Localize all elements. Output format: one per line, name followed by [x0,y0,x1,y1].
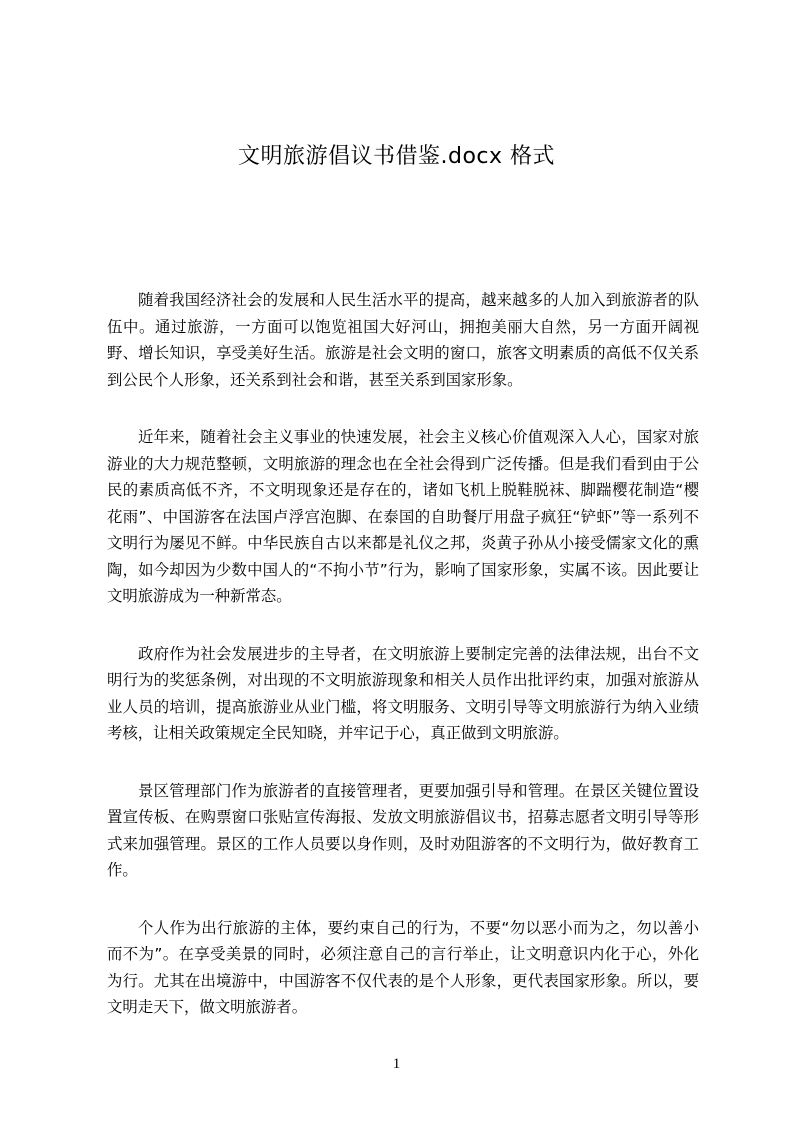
page-number: 1 [392,1056,401,1072]
document-title: 文明旅游倡议书借鉴.docx 格式 [237,144,556,169]
paragraph-government: 政府作为社会发展进步的主导者，在文明旅游上要制定完善的法律法规，出台不文明行为的奖惩条例，对出现的不文明旅游现象和相关人员作出批评约束，加强对旅游从业人员的培训，提高旅游业从业门槛，将文明服务、文明引导等文明旅游行为纳入业绩考核，让相关政策规定全民知晓，并牢记于心，真正做到文明旅游。 [107,644,699,742]
document-body [107,287,699,1021]
paragraph-intro: 随着我国经济社会的发展和人民生活水平的提高，越来越多的人加入到旅游者的队伍中。通过旅游，一方面可以饱览祖国大好河山，拥抱美丽大自然，另一方面开阔视野、增长知识，享受美好生活。旅游是社会文明的窗口，旅客文明素质的高低不仅关系到公民个人形象，还关系到社会和谐，甚至关系到国家形象。 [107,291,699,389]
paragraph-individual: 个人作为出行旅游的主体，要约束自己的行为，不要“勿以恶小而为之，勿以善小而不为”。在享受美景的同时，必须注意自己的言行举止，让文明意识内化于心，外化为行。尤其在出境游中，中国游客不仅代表的是个人形象，更代表国家形象。所以，要文明走天下，做文明旅游者。 [107,918,699,1016]
paragraph-uncivilized-behavior: 近年来，随着社会主义事业的快速发展，社会主义核心价值观深入人心，国家对旅游业的大力规范整顿，文明旅游的理念也在全社会得到广泛传播。但是我们看到由于公民的素质高低不齐，不文明现象还是存在的，诸如飞机上脱鞋脱袜、脚踹樱花制造“樱花雨”、中国游客在法国卢浮宫泡脚、在泰国的自助餐厅用盘子疯狂“铲虾”等一系列不文明行为屡见不鲜。中华民族自古以来都是礼仪之邦，炎黄子孙从小接受儒家文化的熏陶，如今却因为少数中国人的“不拘小节”行为，影响了国家形象，实属不该。因此要让文明旅游成为一种新常态。 [107,428,699,605]
paragraph-scenic-area: 景区管理部门作为旅游者的直接管理者，更要加强引导和管理。在景区关键位置设置宣传板、在购票窗口张贴宣传海报、发放文明旅游倡议书，招募志愿者文明引导等形式来加强管理。景区的工作人员要以身作则，及时劝阻游客的不文明行为，做好教育工作。 [107,781,699,879]
